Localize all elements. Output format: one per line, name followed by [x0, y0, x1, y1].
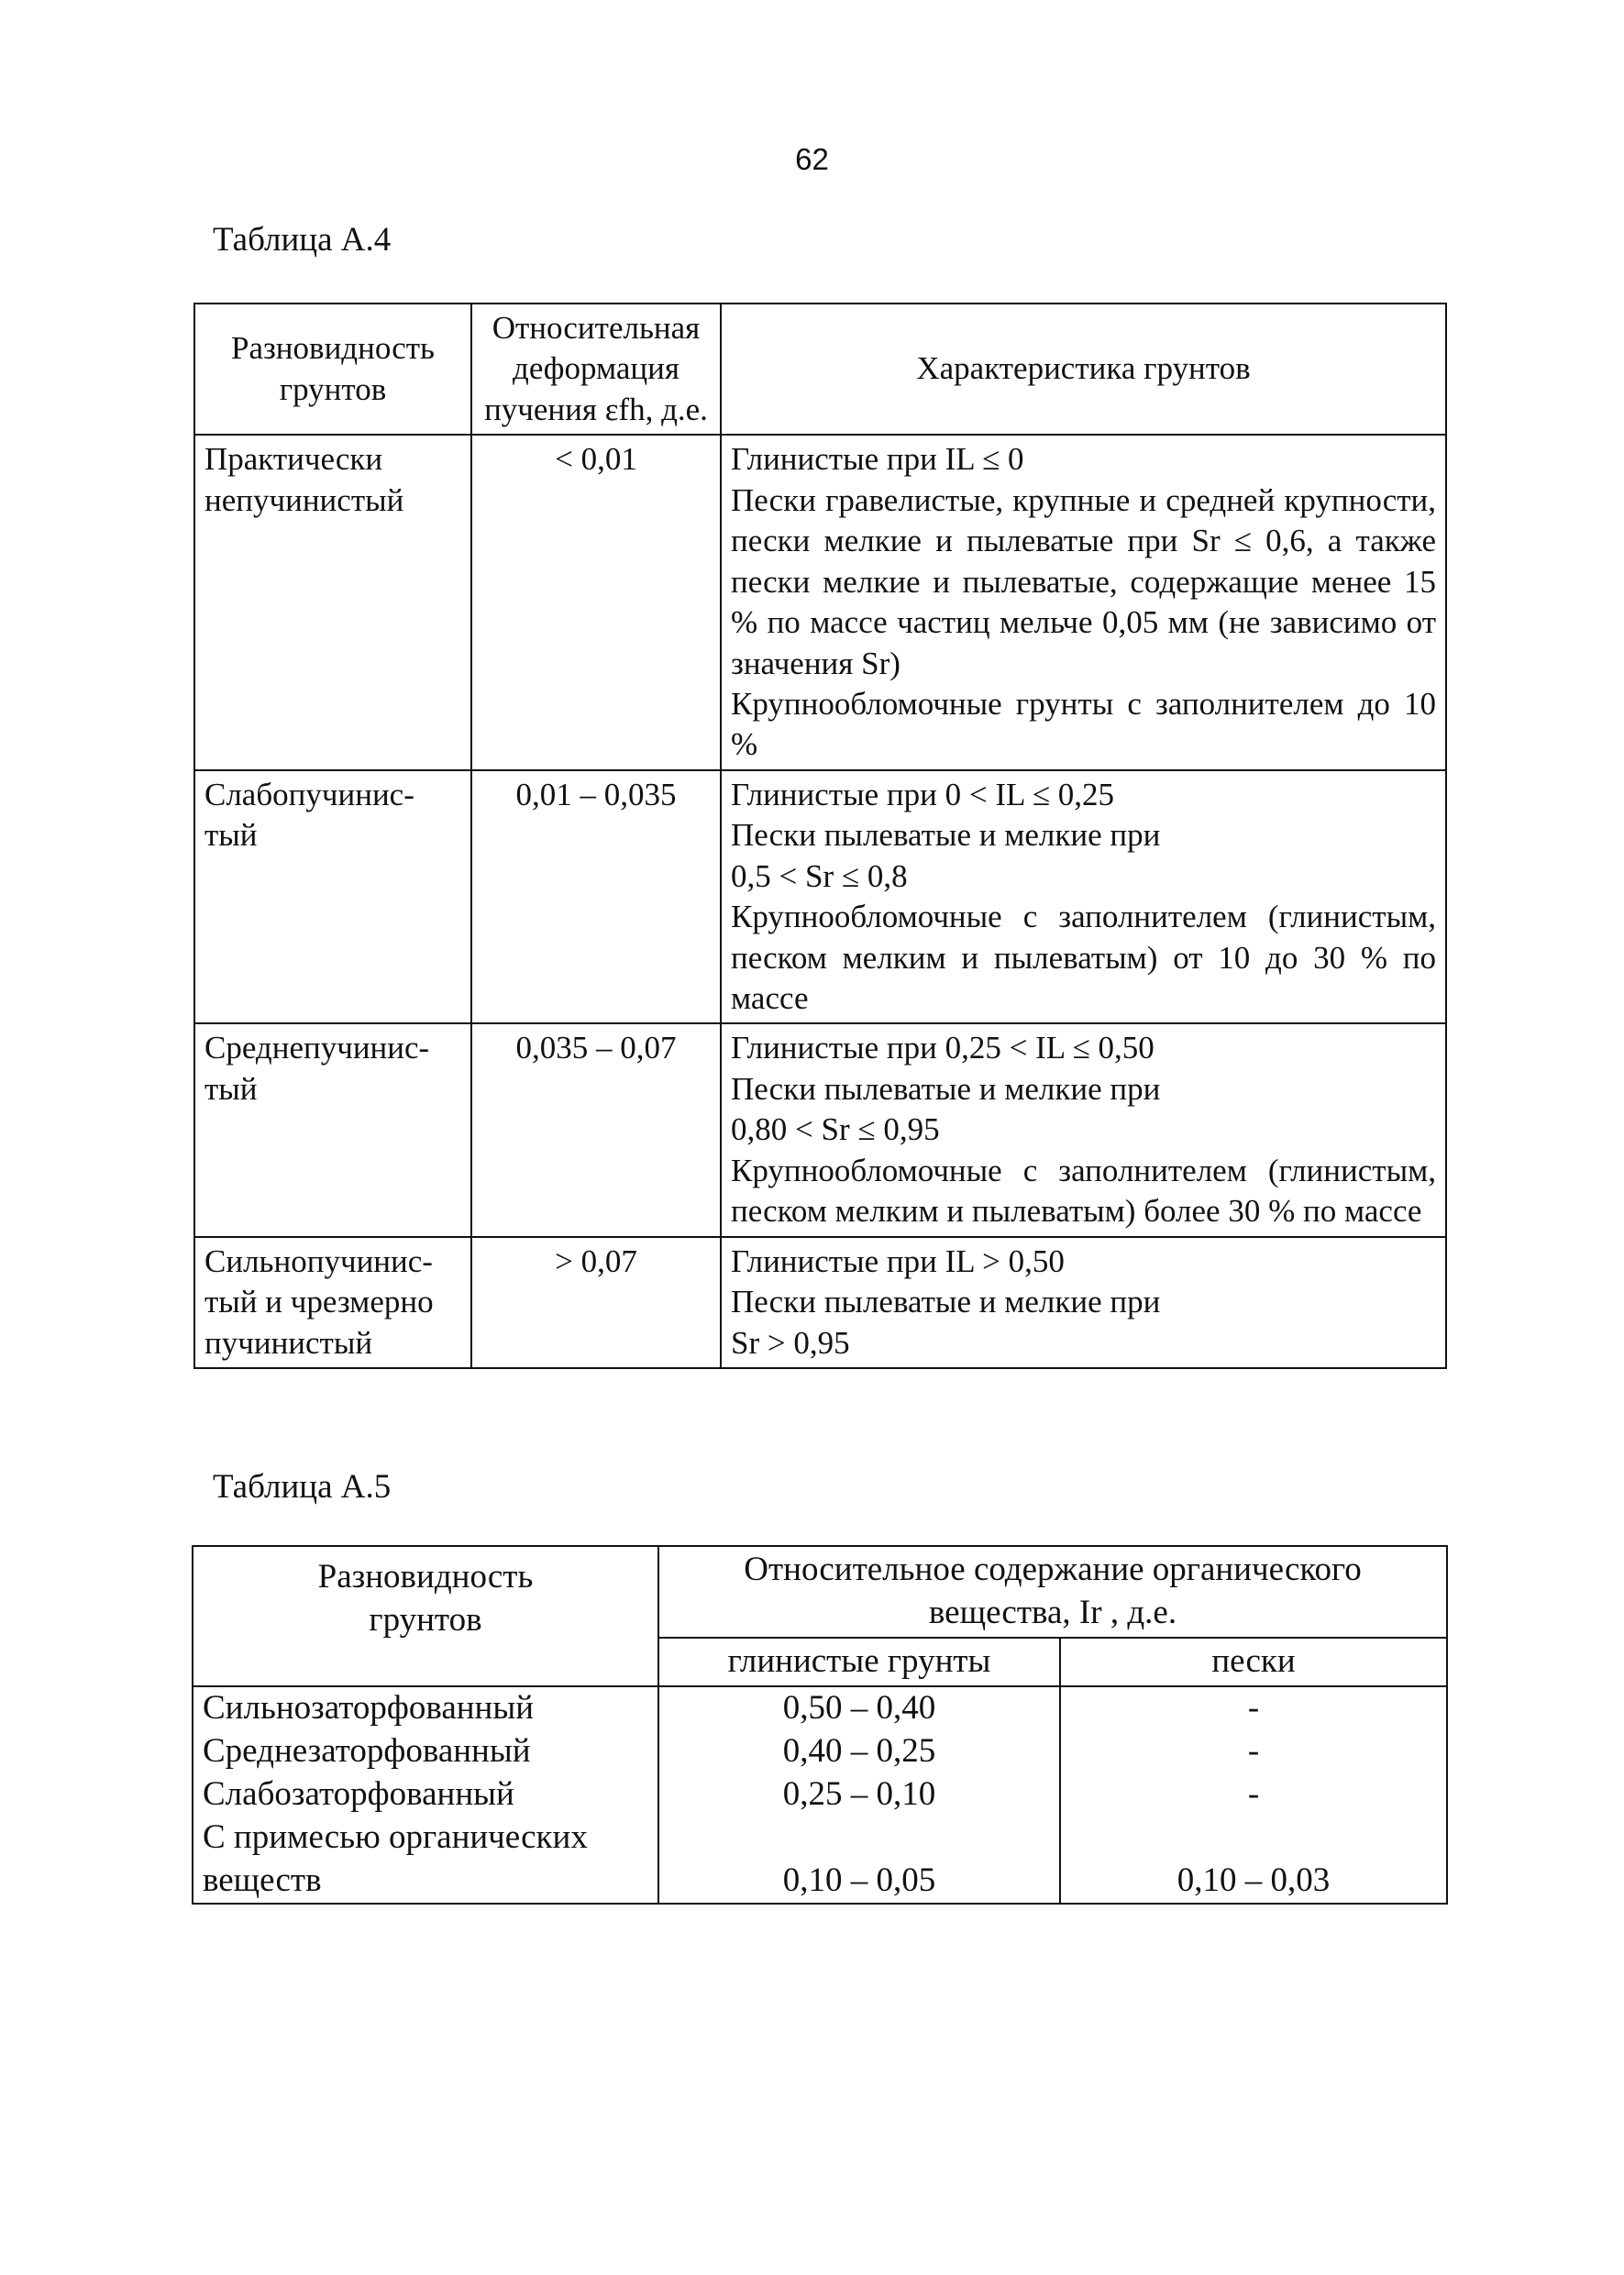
cell-sand: -	[1060, 1773, 1447, 1817]
table-a4	[193, 303, 1447, 1369]
cell-clay: 0,40 – 0,25	[658, 1730, 1060, 1773]
cell-variety: С примесью органических веществ	[193, 1817, 658, 1904]
header-organic-content: Относительное содержание органического вещества, Ir , д.е.	[658, 1546, 1447, 1638]
cell-characteristic: Глинистые при 0,25 < IL ≤ 0,50 Пески пылеватые и мелкие при 0,80 < Sr ≤ 0,95 Крупнообломочные с заполнителем (глинистым, песком мелким и пылеватым) более 30 % по массе	[721, 1023, 1446, 1236]
cell-characteristic: Глинистые при 0 < IL ≤ 0,25 Пески пылеватые и мелкие при 0,5 < Sr ≤ 0,8 Крупнообломочные с заполнителем (глинистым, песком мелким и пылеватым) от 10 до 30 % по массе	[721, 770, 1446, 1024]
header-deformation: Относительная деформация пучения εfh, д.е.	[471, 304, 721, 435]
cell-clay: 0,10 – 0,05	[658, 1817, 1060, 1904]
table-a5	[192, 1545, 1448, 1905]
cell-variety: Среднезаторфованный	[193, 1730, 658, 1773]
cell-variety: Практически непучинистый	[194, 435, 471, 770]
table-a5-header-row	[193, 1546, 1447, 1638]
header-sand: пески	[1060, 1638, 1447, 1686]
table-row	[193, 1817, 1447, 1904]
page-number: 62	[795, 142, 829, 176]
cell-sand: -	[1060, 1686, 1447, 1730]
table-row	[193, 1773, 1447, 1817]
cell-sand: -	[1060, 1730, 1447, 1773]
cell-characteristic: Глинистые при IL > 0,50 Пески пылеватые и мелкие при Sr > 0,95	[721, 1237, 1446, 1368]
cell-deformation: > 0,07	[471, 1237, 721, 1368]
header-variety: Разновидность грунтов	[194, 304, 471, 435]
table-row	[194, 435, 1446, 770]
cell-variety: Слабопучинис- тый	[194, 770, 471, 1024]
table-a4-header-row	[194, 304, 1446, 435]
table-row	[194, 770, 1446, 1024]
cell-sand: 0,10 – 0,03	[1060, 1817, 1447, 1904]
cell-clay: 0,25 – 0,10	[658, 1773, 1060, 1817]
cell-deformation: < 0,01	[471, 435, 721, 770]
cell-deformation: 0,035 – 0,07	[471, 1023, 721, 1236]
cell-clay: 0,50 – 0,40	[658, 1686, 1060, 1730]
table-row	[194, 1237, 1446, 1368]
header-clay: глинистые грунты	[658, 1638, 1060, 1686]
table-row	[193, 1730, 1447, 1773]
header-variety: Разновидность грунтов	[193, 1546, 658, 1686]
table-row	[194, 1023, 1446, 1236]
cell-characteristic: Глинистые при IL ≤ 0 Пески гравелистые, крупные и средней крупности, пески мелкие и пылеватые при Sr ≤ 0,6, а также пески мелкие и пылеватые, содержащие менее 15 % по массе частиц мельче 0,05 мм (не зависимо от значения Sr) Крупнообломочные грунты с заполнителем до 10 %	[721, 435, 1446, 770]
table-row	[193, 1686, 1447, 1730]
table-a4-caption: Таблица А.4	[213, 221, 392, 259]
cell-variety: Сильнозаторфованный	[193, 1686, 658, 1730]
cell-variety: Среднепучинис- тый	[194, 1023, 471, 1236]
cell-variety: Слабозаторфованный	[193, 1773, 658, 1817]
header-characteristic: Характеристика грунтов	[721, 304, 1446, 435]
table-a5-caption: Таблица А.5	[213, 1468, 392, 1506]
cell-variety: Сильнопучинис- тый и чрезмерно пучинистый	[194, 1237, 471, 1368]
cell-deformation: 0,01 – 0,035	[471, 770, 721, 1024]
